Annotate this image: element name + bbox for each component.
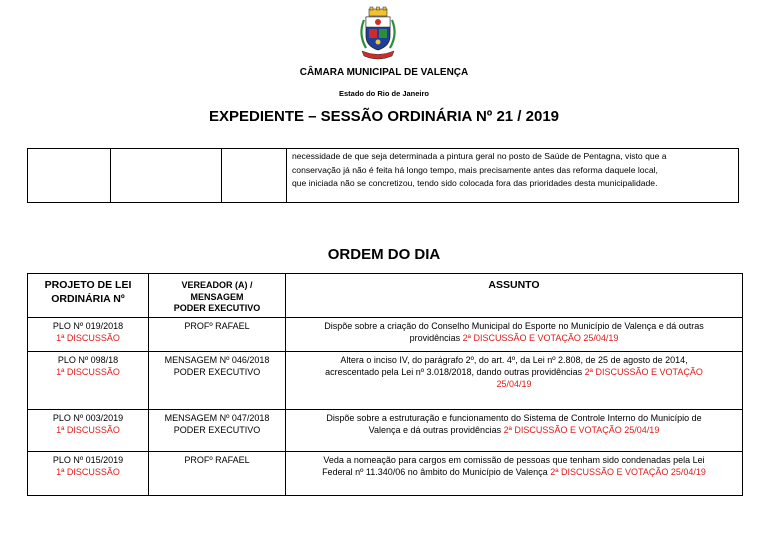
author-line: PROFº RAFAEL (184, 455, 250, 465)
header-line: PODER EXECUTIVO (173, 303, 261, 313)
table-row (28, 452, 743, 496)
subject-line: Dispõe sobre a estruturação e funcionamento do Sistema de Controle Interno do Município de (326, 413, 702, 423)
project-number: PLO Nº 015/2019 (52, 455, 124, 465)
vote-date: 25/04/19 (496, 379, 532, 389)
column-header-vereador (149, 274, 286, 318)
subject-line: Dispõe sobre a criação do Conselho Municipal do Esporte no Município de Valença e dá outras (324, 321, 704, 331)
state-name: Estado do Rio de Janeiro (338, 89, 429, 98)
header-line: MENSAGEM (190, 291, 244, 302)
author-line: PODER EXECUTIVO (173, 425, 261, 435)
table-row (28, 149, 739, 203)
header-line: ASSUNTO (488, 279, 540, 291)
table-row (28, 352, 743, 410)
subject-cell (286, 410, 743, 452)
section-title-ordem-do-dia: ORDEM DO DIA (327, 246, 441, 263)
discussion-stage: 1ª DISCUSSÃO (56, 425, 120, 435)
subject-cell (286, 352, 743, 410)
vote-status: 2ª DISCUSSÃO E VOTAÇÃO (584, 367, 703, 377)
project-number: PLO Nº 098/18 (57, 355, 119, 365)
discussion-stage: 1ª DISCUSSÃO (56, 333, 120, 343)
table-row (28, 318, 743, 352)
discussion-stage: 1ª DISCUSSÃO (56, 467, 120, 477)
table-header-row (28, 274, 743, 318)
page-title: EXPEDIENTE – SESSÃO ORDINÁRIA Nº 21 / 2019 (208, 108, 560, 125)
header-line: ORDINÁRIA Nº (51, 293, 125, 305)
project-cell (28, 352, 149, 410)
vote-status: 2ª DISCUSSÃO E VOTAÇÃO 25/04/19 (503, 425, 660, 435)
empty-cell (111, 149, 222, 203)
subject-line (290, 424, 738, 436)
indication-text-cell (287, 149, 739, 203)
subject-text: Federal nº 11.340/06 no âmbito do Município de Valença (322, 467, 548, 477)
header-line: VEREADOR (A) / (181, 280, 253, 290)
subject-line (290, 366, 738, 378)
project-number: PLO Nº 019/2018 (52, 321, 124, 331)
subject-cell (286, 452, 743, 496)
discussion-stage: 1ª DISCUSSÃO (56, 367, 120, 377)
expediente-continuation-table (27, 148, 739, 203)
text-line: que iniciada não se concretizou, tendo sido colocada fora das prioridades desta municipalidade. (292, 178, 658, 188)
table-row (28, 410, 743, 452)
coat-of-arms-logo (356, 6, 400, 62)
subject-line: Altera o inciso IV, do parágrafo 2º, do art. 4º, da Lei nº 2.808, de 25 de agosto de 2014, (340, 355, 688, 365)
subject-line (290, 466, 738, 478)
vote-status: 2ª DISCUSSÃO E VOTAÇÃO 25/04/19 (462, 333, 619, 343)
author-cell (149, 410, 286, 452)
author-line: MENSAGEM Nº 047/2018 (164, 413, 270, 423)
column-header-assunto (286, 274, 743, 318)
header-line: PROJETO DE LEI (44, 279, 132, 291)
vote-status: 2ª DISCUSSÃO E VOTAÇÃO 25/04/19 (550, 467, 706, 477)
author-cell (149, 352, 286, 410)
text-line: conservação já não é feita há longo tempo, mais precisamente antes das reforma daquele local, (292, 164, 658, 175)
author-line: MENSAGEM Nº 046/2018 (164, 355, 270, 365)
author-line: PODER EXECUTIVO (173, 367, 261, 377)
text-line: necessidade de que seja determinada a pintura geral no posto de Saúde de Pentagna, visto que a (292, 151, 667, 161)
subject-line (290, 332, 738, 344)
author-cell (149, 318, 286, 352)
organization-name: CÂMARA MUNICIPAL DE VALENÇA (299, 67, 469, 78)
author-line: PROFº RAFAEL (184, 321, 250, 331)
project-cell (28, 318, 149, 352)
project-cell (28, 452, 149, 496)
empty-cell (28, 149, 111, 203)
ordem-do-dia-table (27, 273, 743, 496)
project-number: PLO Nº 003/2019 (52, 413, 124, 423)
column-header-projeto (28, 274, 149, 318)
subject-text: acrescentado pela Lei nº 3.018/2018, dando outras providências (325, 367, 583, 377)
subject-text: providências (409, 333, 461, 343)
empty-cell (222, 149, 287, 203)
subject-text: Valença e dá outras providências (368, 425, 502, 435)
author-cell (149, 452, 286, 496)
project-cell (28, 410, 149, 452)
subject-cell (286, 318, 743, 352)
subject-line: Veda a nomeação para cargos em comissão de pessoas que tenham sido condenadas pela Lei (323, 455, 705, 465)
